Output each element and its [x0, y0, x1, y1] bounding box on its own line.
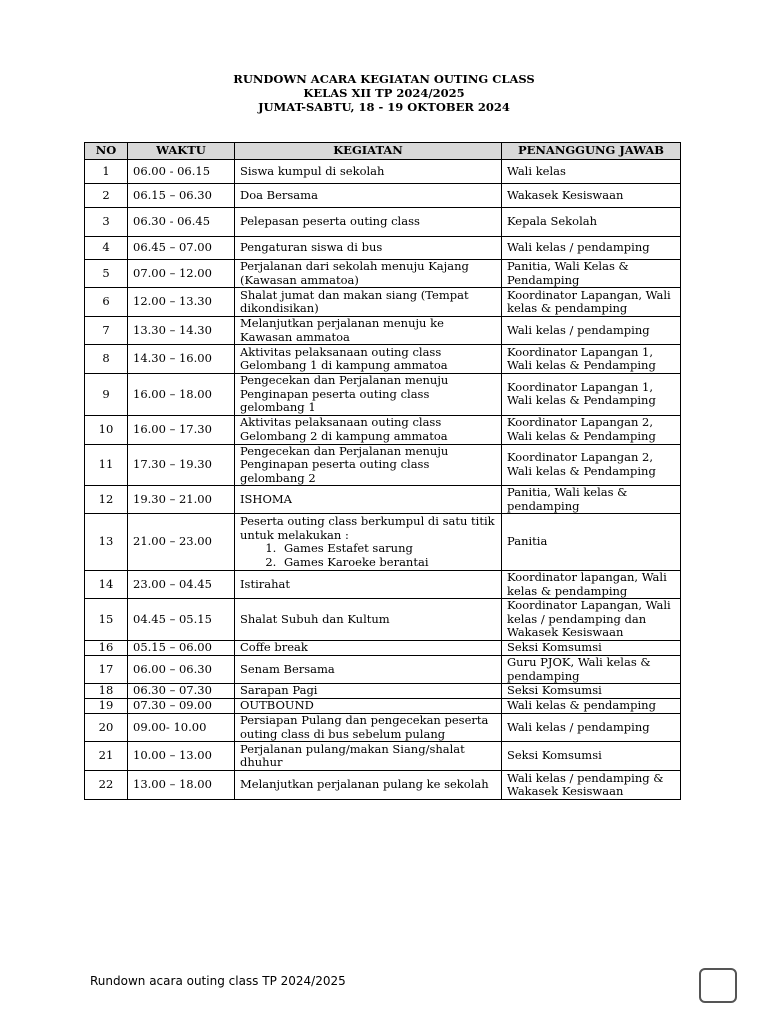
table-row [85, 684, 681, 699]
row-time: 23.00 – 04.45 [128, 571, 235, 599]
row-pic: Panitia, Wali Kelas & Pendamping [502, 260, 681, 288]
row-no: 19 [85, 699, 128, 714]
row-activity: OUTBOUND [235, 699, 502, 714]
table-row [85, 641, 681, 656]
row-time: 06.15 – 06.30 [128, 184, 235, 208]
row-activity: Siswa kumpul di sekolah [235, 160, 502, 184]
row-time: 21.00 – 23.00 [128, 514, 235, 571]
column-header-waktu: WAKTU [128, 143, 235, 160]
column-header-no: NO [85, 143, 128, 160]
row-time: 12.00 – 13.30 [128, 288, 235, 317]
row-pic: Koordinator Lapangan 1, Wali kelas & Pendamping [502, 345, 681, 374]
list-item: 2. Games Karoeke berantai [280, 556, 496, 570]
table-row [85, 374, 681, 416]
row-activity: Istirahat [235, 571, 502, 599]
document-title [0, 72, 768, 114]
row-time: 16.00 – 18.00 [128, 374, 235, 416]
row-time: 19.30 – 21.00 [128, 486, 235, 514]
row-pic: Panitia [502, 514, 681, 571]
title-line-3: JUMAT-SABTU, 18 - 19 OKTOBER 2024 [258, 100, 510, 114]
row-activity: Melanjutkan perjalanan pulang ke sekolah [235, 771, 502, 800]
row-pic: Koordinator Lapangan 1, Wali kelas & Pendamping [502, 374, 681, 416]
row-activity: Aktivitas pelaksanaan outing class Gelombang 2 di kampung ammatoa [235, 415, 502, 444]
table-row [85, 208, 681, 237]
row-no: 13 [85, 514, 128, 571]
table-row [85, 714, 681, 742]
row-activity: Pengecekan dan Perjalanan menuju Penginapan peserta outing class gelombang 1 [235, 374, 502, 416]
row-pic: Seksi Komsumsi [502, 684, 681, 699]
row-no: 11 [85, 444, 128, 486]
title-line-1: RUNDOWN ACARA KEGIATAN OUTING CLASS [233, 72, 535, 86]
row-pic: Wali kelas / pendamping [502, 237, 681, 260]
row-no: 20 [85, 714, 128, 742]
row-no: 17 [85, 656, 128, 684]
row-time: 07.00 – 12.00 [128, 260, 235, 288]
row-no: 9 [85, 374, 128, 416]
row-no: 8 [85, 345, 128, 374]
row-pic: Wali kelas & pendamping [502, 699, 681, 714]
row-no: 1 [85, 160, 128, 184]
row-no: 21 [85, 742, 128, 771]
row-time: 17.30 – 19.30 [128, 444, 235, 486]
row-no: 4 [85, 237, 128, 260]
row-time: 13.00 – 18.00 [128, 771, 235, 800]
row-activity: Doa Bersama [235, 184, 502, 208]
row-activity: Pengecekan dan Perjalanan menuju Penginapan peserta outing class gelombang 2 [235, 444, 502, 486]
page-box [699, 968, 737, 1003]
row-pic: Koordinator Lapangan 2, Wali kelas & Pendamping [502, 444, 681, 486]
row-activity: Shalat jumat dan makan siang (Tempat dikondisikan) [235, 288, 502, 317]
row-time: 07.30 – 09.00 [128, 699, 235, 714]
table-row [85, 771, 681, 800]
table-row [85, 699, 681, 714]
list-item: 1. Games Estafet sarung [280, 542, 496, 556]
row-pic: Panitia, Wali kelas & pendamping [502, 486, 681, 514]
row-no: 22 [85, 771, 128, 800]
row-time: 14.30 – 16.00 [128, 345, 235, 374]
row-time: 13.30 – 14.30 [128, 317, 235, 345]
row-no: 16 [85, 641, 128, 656]
row-activity: ISHOMA [235, 486, 502, 514]
row-no: 12 [85, 486, 128, 514]
table-row [85, 444, 681, 486]
row-pic: Seksi Komsumsi [502, 641, 681, 656]
column-header-kegiatan: KEGIATAN [235, 143, 502, 160]
row-time: 06.45 – 07.00 [128, 237, 235, 260]
table-row [85, 160, 681, 184]
row-pic: Wakasek Kesiswaan [502, 184, 681, 208]
table-row [85, 288, 681, 317]
row-activity: Melanjutkan perjalanan menuju ke Kawasan ammatoa [235, 317, 502, 345]
row-no: 6 [85, 288, 128, 317]
row-time: 04.45 – 05.15 [128, 599, 235, 641]
row-pic: Koordinator Lapangan 2, Wali kelas & Pendamping [502, 415, 681, 444]
rundown-table [84, 142, 681, 800]
row-activity: Perjalanan pulang/makan Siang/shalat dhuhur [235, 742, 502, 771]
row-time: 06.30 - 06.45 [128, 208, 235, 237]
row-no: 5 [85, 260, 128, 288]
row-activity: Peserta outing class berkumpul di satu titik untuk melakukan : [240, 514, 495, 542]
table-row [85, 599, 681, 641]
row-activity-cell [235, 514, 502, 571]
table-row [85, 571, 681, 599]
row-no: 15 [85, 599, 128, 641]
row-pic: Wali kelas / pendamping [502, 714, 681, 742]
row-no: 18 [85, 684, 128, 699]
row-activity: Pengaturan siswa di bus [235, 237, 502, 260]
row-no: 14 [85, 571, 128, 599]
row-activity: Senam Bersama [235, 656, 502, 684]
table-row [85, 415, 681, 444]
row-activity: Pelepasan peserta outing class [235, 208, 502, 237]
table-row [85, 742, 681, 771]
row-time: 10.00 – 13.00 [128, 742, 235, 771]
row-time: 06.30 – 07.30 [128, 684, 235, 699]
table-row [85, 260, 681, 288]
row-activity: Perjalanan dari sekolah menuju Kajang (Kawasan ammatoa) [235, 260, 502, 288]
row-pic: Wali kelas / pendamping [502, 317, 681, 345]
row-activity: Shalat Subuh dan Kultum [235, 599, 502, 641]
row-pic: Koordinator Lapangan, Wali kelas & pendamping [502, 288, 681, 317]
table-header-row [85, 143, 681, 160]
column-header-penanggung-jawab: PENANGGUNG JAWAB [502, 143, 681, 160]
row-time: 09.00- 10.00 [128, 714, 235, 742]
table-row [85, 656, 681, 684]
table-row [85, 514, 681, 571]
table-row [85, 184, 681, 208]
row-no: 3 [85, 208, 128, 237]
row-activity: Sarapan Pagi [235, 684, 502, 699]
row-no: 2 [85, 184, 128, 208]
row-time: 05.15 – 06.00 [128, 641, 235, 656]
row-time: 06.00 – 06.30 [128, 656, 235, 684]
table-row [85, 345, 681, 374]
row-pic: Guru PJOK, Wali kelas & pendamping [502, 656, 681, 684]
row-time: 06.00 - 06.15 [128, 160, 235, 184]
row-pic: Seksi Komsumsi [502, 742, 681, 771]
games-list [240, 542, 496, 569]
row-pic: Wali kelas / pendamping & Wakasek Kesiswaan [502, 771, 681, 800]
row-pic: Kepala Sekolah [502, 208, 681, 237]
table-row [85, 317, 681, 345]
table-row [85, 486, 681, 514]
title-line-2: KELAS XII TP 2024/2025 [303, 86, 465, 100]
row-pic: Wali kelas [502, 160, 681, 184]
footer-text: Rundown acara outing class TP 2024/2025 [90, 974, 346, 988]
row-activity: Persiapan Pulang dan pengecekan peserta outing class di bus sebelum pulang [235, 714, 502, 742]
row-no: 7 [85, 317, 128, 345]
table-row [85, 237, 681, 260]
row-pic: Koordinator lapangan, Wali kelas & pendamping [502, 571, 681, 599]
row-activity: Coffe break [235, 641, 502, 656]
row-pic: Koordinator Lapangan, Wali kelas / pendamping dan Wakasek Kesiswaan [502, 599, 681, 641]
row-no: 10 [85, 415, 128, 444]
row-activity: Aktivitas pelaksanaan outing class Gelombang 1 di kampung ammatoa [235, 345, 502, 374]
row-time: 16.00 – 17.30 [128, 415, 235, 444]
